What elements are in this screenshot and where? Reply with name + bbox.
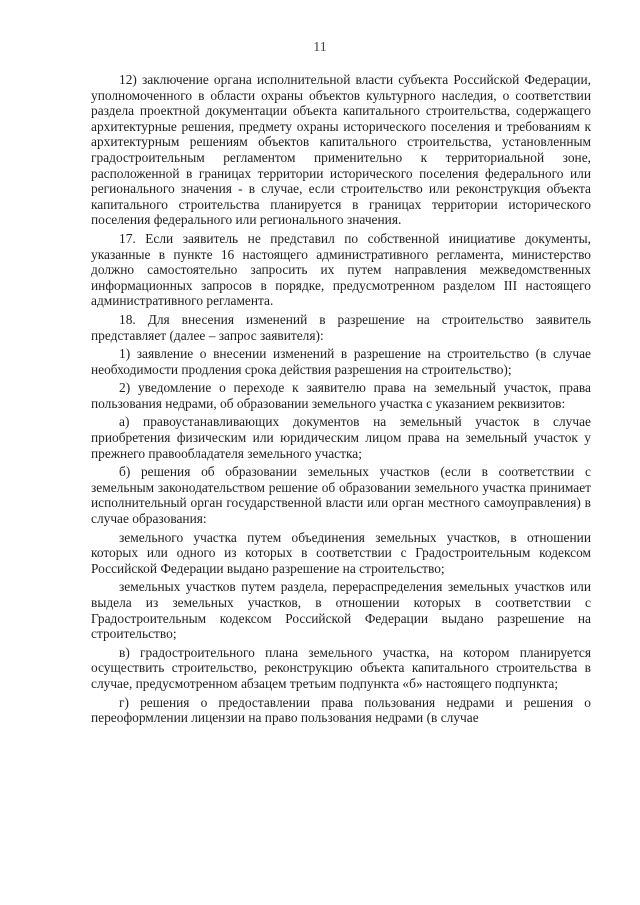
paragraph-18-item-1: 1) заявление о внесении изменений в разрешение на строительство (в случае необходимости продления срока действия разрешения на строительство); [91, 346, 591, 377]
paragraph-subitem-b-case-2: земельных участков путем раздела, перераспределения земельных участков или выдела из земельных участков, в отношении которых в соответствии с Градостроительным кодексом Российской Федерации выдано разрешение на строительство; [91, 579, 591, 642]
paragraph-18: 18. Для внесения изменений в разрешение на строительство заявитель представляет (далее – запрос заявителя): [91, 311, 591, 343]
paragraph-subitem-g: г) решения о предоставлении права пользования недрами и решения о переоформлении лицензии на право пользования недрами (в случае [91, 694, 591, 726]
page-number: 11 [313, 40, 327, 55]
paragraph-17: 17. Если заявитель не представил по собственной инициативе документы, указанные в пункте 16 настоящего административного регламента, министерство должно самостоятельно запросить их путем направления межведомственных информационных запросов в порядке, предусмотренном разделом III настоящего административного регламента. [91, 230, 591, 309]
paragraph-subitem-b-case-1: земельного участка путем объединения земельных участков, в отношении которых или одного из которых в соответствии с Градостроительным кодексом Российской Федерации выдано разрешение на строительство; [91, 529, 591, 576]
paragraph-subitem-b: б) решения об образовании земельных участков (если в соответствии с земельным законодательством решение об образовании земельного участка принимает исполнительный орган государственной власти или орган местного самоуправления) в случае образования: [91, 464, 591, 527]
paragraph-18-item-2: 2) уведомление о переходе к заявителю права на земельный участок, права пользования недрами, об образовании земельного участка с указанием реквизитов: [91, 380, 591, 411]
document-body [91, 72, 591, 729]
paragraph-item-12: 12) заключение органа исполнительной власти субъекта Российской Федерации, уполномоченного в области охраны объектов культурного наследия, о соответствии раздела проектной документации объекта капитального строительства, содержащего архитектурные решения, предмету охраны исторического поселения и требованиям к архитектурным решениям объектов капитального строительства, установленным градостроительным регламентом применительно к территориальной зоне, расположенной в границах территории исторического поселения федерального или регионального значения - в случае, если строительство или реконструкция объекта капитального строительства планируется в границах территории исторического поселения федерального или регионального значения. [91, 72, 591, 228]
paragraph-subitem-a: а) правоустанавливающих документов на земельный участок в случае приобретения физическим или юридическим лицом права на земельный участок у прежнего правообладателя земельного участка; [91, 414, 591, 461]
paragraph-subitem-v: в) градостроительного плана земельного участка, на котором планируется осуществить строительство, реконструкцию объекта капитального строительства в случае, предусмотренном абзацем третьим подпункта «б» настоящего подпункта; [91, 644, 591, 691]
